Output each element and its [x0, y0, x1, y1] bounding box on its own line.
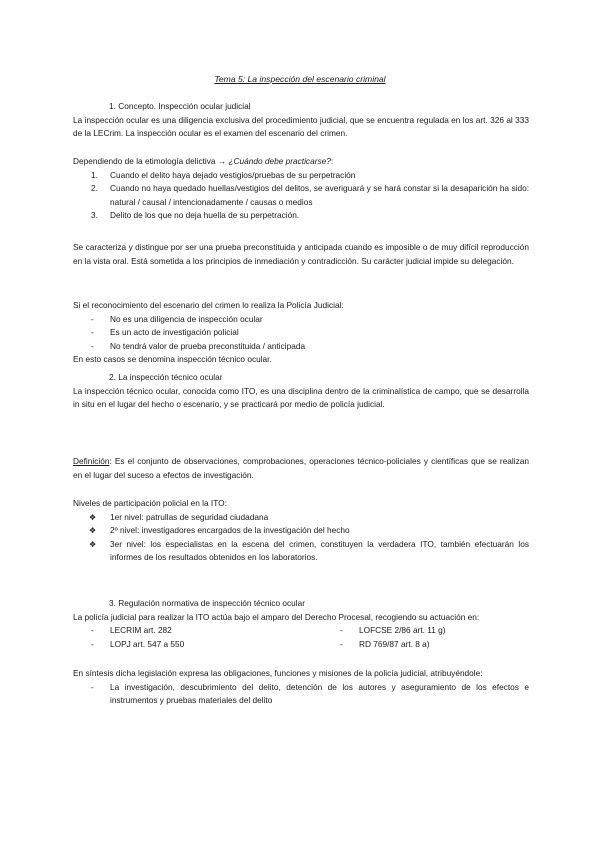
- dash-bullet: -: [91, 327, 94, 338]
- dash-bullet: -: [91, 638, 94, 649]
- law-text: LOPJ art. 547 a 550: [110, 638, 185, 649]
- summary-dash-list: [73, 681, 529, 708]
- dash-bullet: -: [91, 625, 94, 636]
- section-2-heading: 2. La inspección técnico ocular: [109, 372, 223, 382]
- list-item: [322, 638, 446, 652]
- levels-block: [73, 497, 529, 565]
- definition-text: : Es el conjunto de observaciones, comprobaciones, operaciones técnico-policiales y científicas que se realizan en el lugar del suceso a efectos de investigación.: [73, 456, 529, 480]
- list-item: [73, 326, 529, 340]
- definition-block: [73, 455, 529, 482]
- etymology-suffix: :: [330, 156, 334, 166]
- laws-left-column: [73, 624, 184, 651]
- ito-name-note: En esto casos se denomina inspección técnico ocular.: [73, 354, 272, 365]
- document-title: Tema 5: La inspección del escenario criminal: [214, 74, 386, 84]
- police-intro: Si el reconocimiento del escenario del crimen lo realiza la Policía Judicial:: [73, 300, 344, 310]
- etymology-block: [73, 155, 529, 223]
- section-1-intro: La inspección ocular es una diligencia exclusiva del procedimiento judicial, que se encuentra regulada en los art. 326 al 333 de la LECrim. La inspección ocular es el examen del escenario del crimen.: [73, 114, 529, 139]
- section-3: [73, 597, 529, 651]
- dash-bullet: -: [91, 313, 94, 324]
- levels-list: [73, 511, 529, 565]
- section-2-intro: La inspección técnico ocular, conocida como ITO, es una disciplina dentro de la criminalística de campo, que se desarrolla in situ en el lugar del hecho o escenario, y se practicará por medio de policía judicial.: [73, 385, 529, 410]
- section-1-heading: 1. Concepto. Inspección ocular judicial: [109, 101, 251, 111]
- levels-intro: Niveles de participación policial en la ITO:: [73, 498, 227, 508]
- list-item: [73, 524, 529, 538]
- list-text: No es una diligencia de inspección ocular: [110, 313, 263, 324]
- list-text: La investigación, descubrimiento del delito, detención de los autores y aseguramiento de los efectos e instrumentos y pruebas materiales del delito: [110, 681, 529, 706]
- list-text: 1er nivel: patrullas de seguridad ciudadana: [110, 511, 269, 522]
- list-item: [322, 624, 446, 638]
- list-text: No tendrá valor de prueba preconstituida / anticipada: [110, 340, 306, 351]
- list-item: [73, 538, 529, 565]
- list-item: [73, 313, 529, 327]
- list-item: [73, 209, 529, 223]
- list-number: 1.: [91, 169, 98, 180]
- laws-right-column: [322, 624, 446, 651]
- characteristics-paragraph: Se caracteriza y distingue por ser una prueba preconstituida y anticipada cuando es imposible o de muy difícil reproducción en la vista oral. Está sometida a los principios de inmediación y contradicción. Su carácter judicial impide su delegación.: [73, 242, 529, 266]
- law-text: RD 769/87 art. 8 a): [359, 638, 430, 649]
- diamond-bullet-icon: ❖: [89, 526, 97, 536]
- etymology-line: [73, 155, 529, 169]
- police-dash-list: [73, 313, 529, 354]
- etymology-list: [73, 169, 529, 223]
- list-text: 3er nivel: los especialistas en la escena del crimen, constituyen la verdadera ITO, también efectuarán los informes de los resultados obtenidos en los laboratorios.: [110, 538, 529, 563]
- law-text: LECRIM art. 282: [110, 625, 172, 636]
- section-1: [73, 100, 529, 141]
- list-number: 3.: [91, 210, 98, 221]
- dash-bullet: -: [340, 625, 343, 636]
- list-item: [73, 169, 529, 183]
- list-item: [73, 681, 529, 708]
- diamond-bullet-icon: ❖: [89, 512, 97, 522]
- diamond-bullet-icon: ❖: [89, 539, 97, 549]
- definition-paragraph: [73, 455, 529, 482]
- list-item: [73, 511, 529, 525]
- section-3-intro: La policía judicial para realizar la ITO actúa bajo el amparo del Derecho Procesal, recogiendo su actuación en:: [73, 611, 480, 622]
- dash-bullet: -: [91, 681, 94, 692]
- list-item: [73, 638, 184, 652]
- dash-bullet: -: [91, 340, 94, 351]
- definition-label: Definición: [73, 456, 110, 466]
- list-text: Delito de los que no deja huella de su perpetración.: [110, 210, 300, 221]
- summary-block: [73, 667, 529, 708]
- list-item: [73, 340, 529, 354]
- police-block: [73, 299, 529, 367]
- list-text: Cuando no haya quedado huellas/vestigios del delitos, se averiguará y se hará constar si la desaparición ha sido: natural / causal / intencionadamente / causas o medios: [110, 183, 529, 207]
- list-text: 2º nivel: investigadores encargados de la investigación del hecho: [110, 525, 350, 536]
- summary-paragraph: En síntesis dicha legislación expresa las obligaciones, funciones y misiones de la policía judicial, atribuyéndole:: [73, 668, 483, 678]
- laws-columns: [73, 624, 529, 651]
- list-item: [73, 624, 184, 638]
- section-3-heading: 3. Regulación normativa de inspección técnico ocular: [109, 598, 306, 608]
- dash-bullet: -: [340, 638, 343, 649]
- section-2: [73, 371, 529, 412]
- list-item: [73, 182, 529, 209]
- etymology-prefix: Dependiendo de la etimología delictiva →: [73, 156, 229, 166]
- etymology-question: ¿Cuándo debe practicarse?: [228, 156, 331, 166]
- list-text: Es un acto de investigación policial: [110, 327, 239, 338]
- list-number: 2.: [91, 183, 98, 194]
- section-1-paragraph-2: [73, 241, 529, 268]
- law-text: LOFCSE 2/86 art. 11 g): [359, 625, 446, 636]
- list-text: Cuando el delito haya dejado vestigios/pruebas de su perpetración: [110, 169, 356, 180]
